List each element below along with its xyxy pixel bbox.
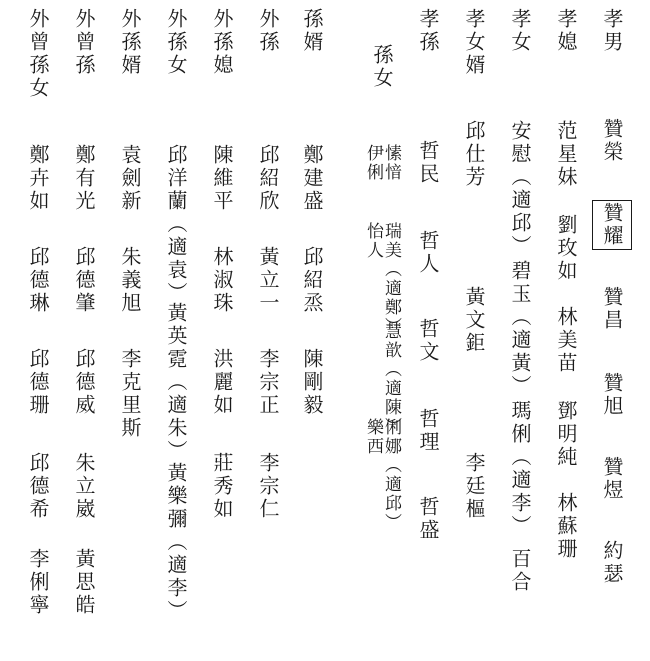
outer-grandson-name: 李宗正 [256,348,280,417]
title-outer-great-grandsons: 外曾孫 [72,8,96,77]
outer-grandson-name: 李宗仁 [256,452,280,521]
title-outer-granddaughters-husbands: 外孫婿 [118,8,142,77]
column-outer-great-grandsons [66,0,102,661]
title-outer-grandsons: 外孫 [256,8,280,54]
column-sons-in-law [456,0,492,661]
title-daughters-in-law: 孝媳 [554,8,578,54]
son-name: 贊昌 [600,286,624,332]
column-outer-granddaughters-husbands [112,0,148,661]
title-outer-great-granddaughters: 外曾孫女 [26,8,50,100]
granddaughter-name: 瑞美（適鄭） [381,222,401,336]
column-outer-grandsons-wives [204,0,240,661]
granddaughter-name: 慧歆（適陳） [381,322,401,436]
column-outer-grandsons [250,0,286,661]
granddaughter-pair [364,144,400,182]
column-daughters-in-law [548,0,584,661]
outer-grandson-wife-name: 莊秀如 [210,452,234,521]
title-outer-grandsons-wives: 外孫媳 [210,8,234,77]
outer-grandson-wife-name: 洪麗如 [210,348,234,417]
column-granddaughters [364,0,400,661]
outer-granddaughter-name: 黃樂彌（適李） [164,462,188,623]
outer-grandson-wife-name: 林淑珠 [210,246,234,315]
outer-great-grandson-name: 邱德威 [72,348,96,417]
granddaughter-name: 愫愔 [381,144,401,182]
outer-great-grandson-name: 邱德肇 [72,246,96,315]
outer-grandson-wife-name: 陳維平 [210,144,234,213]
title-daughters: 孝女 [508,8,532,54]
son-in-law-name: 李廷樞 [462,452,486,521]
outer-great-grandson-name: 鄭有光 [72,144,96,213]
daughter-name: 碧玉（適黃） [508,260,532,398]
son-name: 贊旭 [600,372,624,418]
column-sons [594,0,630,661]
granddaughter-pair [364,222,400,336]
column-outer-great-granddaughters [20,0,56,661]
outer-great-granddaughter-name: 邱德珊 [26,348,50,417]
title-granddaughters: 孫女 [370,44,394,90]
grandson-name: 哲人 [416,230,440,276]
outer-great-granddaughter-name: 邱德希 [26,452,50,521]
outer-granddaughter-name: 邱洋蘭（適袁） [164,144,188,305]
outer-granddaughter-husband-name: 李克里斯 [118,348,142,440]
grandson-in-law-name: 邱紹烝 [300,246,324,315]
grandson-name: 哲盛 [416,496,440,542]
title-sons-in-law: 孝女婿 [462,8,486,77]
outer-granddaughter-husband-name: 朱義旭 [118,246,142,315]
granddaughter-pair [364,418,400,532]
column-grandsons-in-law [294,0,330,661]
title-grandsons-in-law: 孫婿 [300,8,324,54]
granddaughter-name: 伊俐 [363,144,383,182]
column-outer-granddaughters [158,0,194,661]
granddaughter-name: 怡人 [363,222,383,260]
daughter-name: 瑪俐（適李） [508,400,532,538]
outer-grandson-name: 邱紹欣 [256,144,280,213]
grandson-name: 哲理 [416,408,440,454]
daughter-in-law-name: 鄧明純 [554,400,578,469]
son-name: 贊煜 [600,456,624,502]
column-grandsons [410,0,446,661]
title-sons: 孝男 [600,8,624,54]
grandson-in-law-name: 陳剛毅 [300,348,324,417]
daughter-in-law-name: 范星妹 [554,120,578,189]
outer-great-granddaughter-name: 鄭卉如 [26,144,50,213]
son-in-law-name: 黃文鉅 [462,286,486,355]
title-grandsons: 孝孫 [416,8,440,54]
granddaughter-name: 樂西 [363,418,383,456]
outer-great-grandson-name: 黃思皓 [72,548,96,617]
outer-granddaughter-husband-name: 袁劍新 [118,144,142,213]
outer-grandson-name: 黃立一 [256,246,280,315]
outer-great-granddaughter-name: 李俐寧 [26,548,50,617]
grandson-in-law-name: 鄭建盛 [300,144,324,213]
daughter-in-law-name: 劉玫如 [554,214,578,283]
outer-great-grandson-name: 朱立崴 [72,452,96,521]
outer-great-granddaughter-name: 邱德琳 [26,246,50,315]
daughter-name: 百合 [508,548,532,594]
daughter-in-law-name: 林蘇珊 [554,492,578,561]
granddaughter-name: 俐娜（適邱） [381,418,401,532]
son-in-law-name: 邱仕芳 [462,120,486,189]
daughter-name: 安慰（適邱） [508,120,532,258]
grandson-name: 哲文 [416,318,440,364]
column-daughters [502,0,538,661]
son-name-boxed: 贊耀 [594,202,630,248]
son-name: 約瑟 [600,540,624,586]
grandson-name: 哲民 [416,140,440,186]
son-name: 贊榮 [600,118,624,164]
daughter-in-law-name: 林美苗 [554,306,578,375]
title-outer-granddaughters: 外孫女 [164,8,188,77]
outer-granddaughter-name: 黃英霓（適朱） [164,302,188,463]
